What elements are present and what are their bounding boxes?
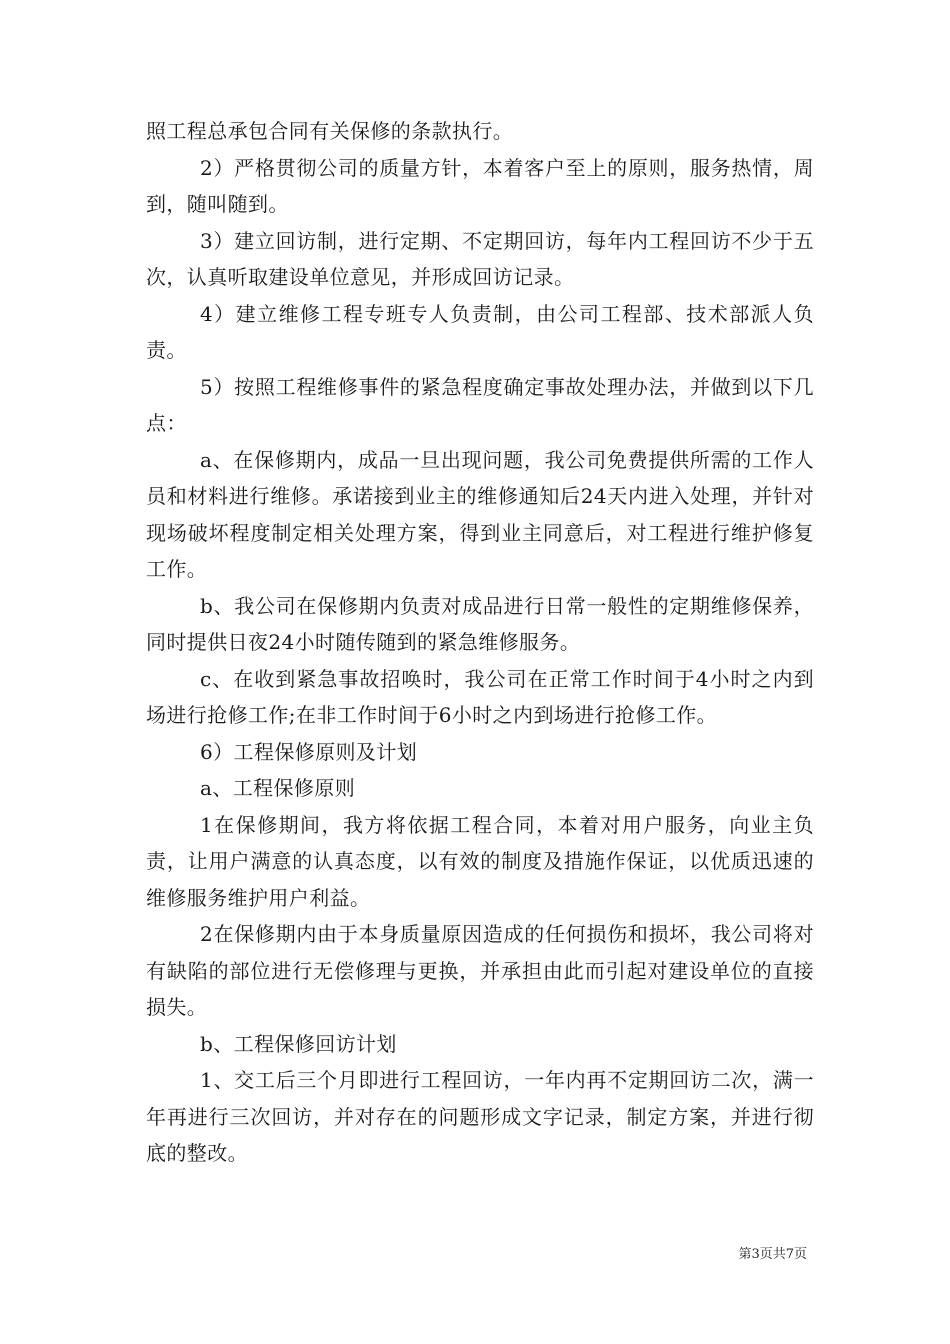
document-body bbox=[146, 113, 814, 1172]
paragraph: a、工程保修原则 bbox=[200, 776, 356, 800]
paragraph: 1在保修期间，我方将依据工程合同，本着对用户服务，向业主负责，让用户满意的认真态度，以有效的制度及措施作保证，以优质迅速的维修服务维护用户利益。 bbox=[146, 812, 814, 910]
paragraph: 照工程总承包合同有关保修的条款执行。 bbox=[146, 119, 514, 143]
paragraph: b、工程保修回访计划 bbox=[200, 1031, 397, 1056]
paragraph: 2在保修期内由于本身质量原因造成的任何损伤和损坏，我公司将对有缺陷的部位进行无偿修理与更换，并承担由此而引起对建设单位的直接损失。 bbox=[146, 922, 814, 1019]
paragraph: 4）建立维修工程专班专人负责制，由公司工程部、技术部派人负责。 bbox=[146, 301, 814, 362]
page-number-label: 第3页共7页 bbox=[738, 1247, 807, 1262]
paragraph: 5）按照工程维修事件的紧急程度确定事故处理办法，并做到以下几点： bbox=[146, 374, 814, 435]
paragraph: b、我公司在保修期内负责对成品进行日常一般性的定期维修保养，同时提供日夜24小时随传随到的紧急维修服务。 bbox=[146, 593, 814, 654]
paragraph: 6）工程保修原则及计划 bbox=[200, 739, 418, 764]
paragraph: 3）建立回访制，进行定期、不定期回访，每年内工程回访不少于五次，认真听取建设单位意见，并形成回访记录。 bbox=[146, 228, 814, 289]
page-number bbox=[738, 1247, 807, 1263]
paragraph: 2）严格贯彻公司的质量方针，本着客户至上的原则，服务热情，周到，随叫随到。 bbox=[146, 155, 814, 216]
paragraph: a、在保修期内，成品一旦出现问题，我公司免费提供所需的工作人员和材料进行维修。承诺接到业主的维修通知后24天内进入处理，并针对现场破坏程度制定相关处理方案，得到业主同意后，对工程进行维护修复工作。 bbox=[146, 447, 814, 581]
paragraph: c、在收到紧急事故招唤时，我公司在正常工作时间于4小时之内到场进行抢修工作;在非工作时间于6小时之内到场进行抢修工作。 bbox=[146, 666, 814, 727]
paragraph: 1、交工后三个月即进行工程回访，一年内再不定期回访二次，满一年再进行三次回访，并对存在的问题形成文字记录，制定方案，并进行彻底的整改。 bbox=[146, 1068, 814, 1165]
